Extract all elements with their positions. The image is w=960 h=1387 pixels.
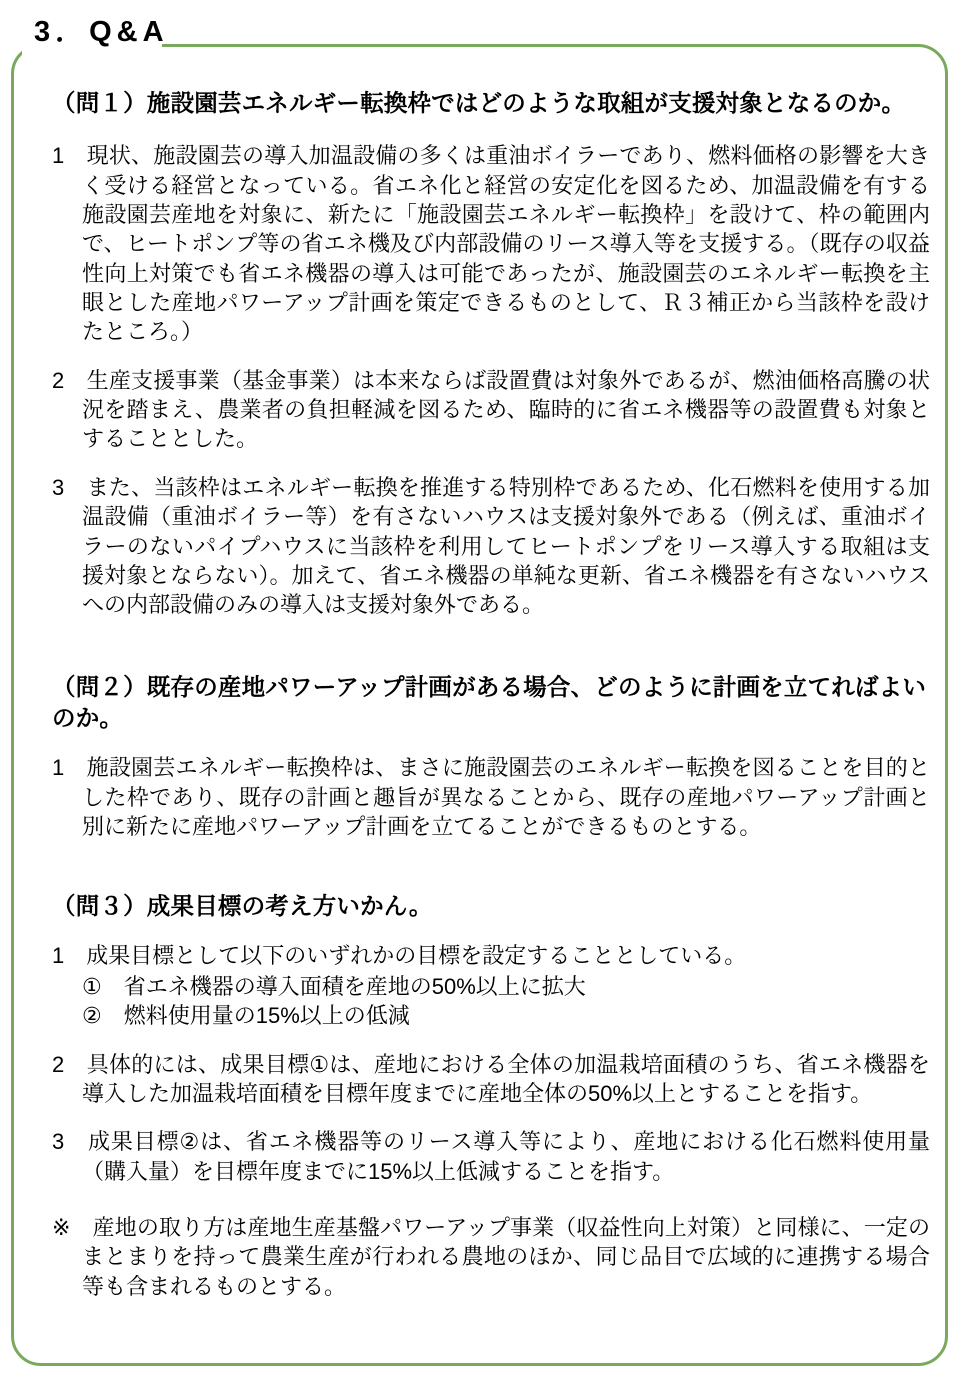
answer-item: [52, 753, 930, 841]
answer-subitem: [52, 1001, 930, 1030]
answer-item: [52, 141, 930, 347]
subitem-text: 燃料使用量の15%以上の低減: [123, 1003, 410, 1029]
question-heading-2: （問２）既存の産地パワーアップ計画がある場合、どのように計画を立てればよいのか。: [52, 673, 927, 731]
item-marker: 2: [52, 367, 65, 393]
item-text: 現状、施設園芸の導入加温設備の多くは重油ボイラーであり、燃料価格の影響を大きく受ける経営となっている。省エネ化と経営の安定化を図るため、加温設備を有する施設園芸産地を対象に、新たに「施設園芸エネルギー転換枠」を設けて、枠の範囲内で、ヒートポンプ等の省エネ機及び内部設備のリース導入等を支援する。（既存の収益性向上対策でも省エネ機器の導入は可能であったが、施設園芸のエネルギー転換を主眼とした産地パワーアップ計画を策定できるものとして、Ｒ３補正から当該枠を設けたところ。）: [82, 143, 930, 345]
question-block-3: [52, 891, 930, 1186]
footnote-text: 産地の取り方は産地生産基盤パワーアップ事業（収益性向上対策）と同様に、一定のまとまりを持って農業生産が行われる農地のほか、同じ品目で広域的に連携する場合等も含まれるものとする。: [82, 1214, 930, 1299]
answer-subitem: [52, 972, 930, 1001]
question-block-1: [52, 88, 930, 620]
answer-item: [52, 473, 930, 620]
answer-item: [52, 1127, 930, 1186]
question-block-2: [52, 672, 930, 842]
answer-item: [52, 1050, 930, 1109]
subitem-text: 省エネ機器の導入面積を産地の50%以上に拡大: [123, 973, 586, 999]
item-marker: 3: [52, 1129, 65, 1155]
answer-item: [52, 366, 930, 454]
page-title: 3．Q&A: [34, 16, 169, 48]
item-marker: 1: [52, 943, 65, 969]
item-text: また、当該枠はエネルギー転換を推進する特別枠であるため、化石燃料を使用する加温設備（重油ボイラー等）を有さないハウスは支援対象外である（例えば、重油ボイラーのないパイプハウスに当該枠を利用してヒートポンプをリース導入する取組は支援対象とならない）。加えて、省エネ機器の単純な更新、省エネ機器を有さないハウスへの内部設備のみの導入は支援対象外である。: [82, 474, 930, 618]
item-text: 生産支援事業（基金事業）は本来ならば設置費は対象外であるが、燃油価格高騰の状況を踏まえ、農業者の負担軽減を図るため、臨時的に省エネ機器等の設置費も対象とすることとした。: [82, 367, 930, 452]
item-text: 成果目標②は、省エネ機器等のリース導入等により、産地における化石燃料使用量（購入量）を目標年度までに15%以上低減することを指す。: [82, 1129, 930, 1184]
item-text: 施設園芸エネルギー転換枠は、まさに施設園芸のエネルギー転換を図ることを目的とした枠であり、既存の計画と趣旨が異なることから、既存の産地パワーアップ計画と別に新たに産地パワーアップ計画を立てることができるものとする。: [82, 755, 930, 839]
item-marker: 1: [52, 143, 65, 169]
footnote: [52, 1213, 930, 1301]
item-marker: 1: [52, 755, 65, 781]
answer-item: [52, 941, 930, 970]
item-text: 成果目標として以下のいずれかの目標を設定することとしている。: [86, 943, 747, 969]
footnote-marker: ※: [52, 1214, 71, 1240]
subitem-marker: ②: [82, 1003, 102, 1029]
question-heading-1: （問１）施設園芸エネルギー転換枠ではどのような取組が支援対象となるのか。: [52, 90, 906, 116]
item-marker: 3: [52, 474, 65, 500]
subitem-marker: ①: [82, 973, 102, 999]
item-text: 具体的には、成果目標①は、産地における全体の加温栽培面積のうち、省エネ機器を導入した加温栽培面積を目標年度までに産地全体の50%以上とすることを指す。: [82, 1051, 930, 1106]
question-heading-3: （問３）成果目標の考え方いかん。: [52, 893, 433, 920]
item-marker: 2: [52, 1051, 65, 1077]
